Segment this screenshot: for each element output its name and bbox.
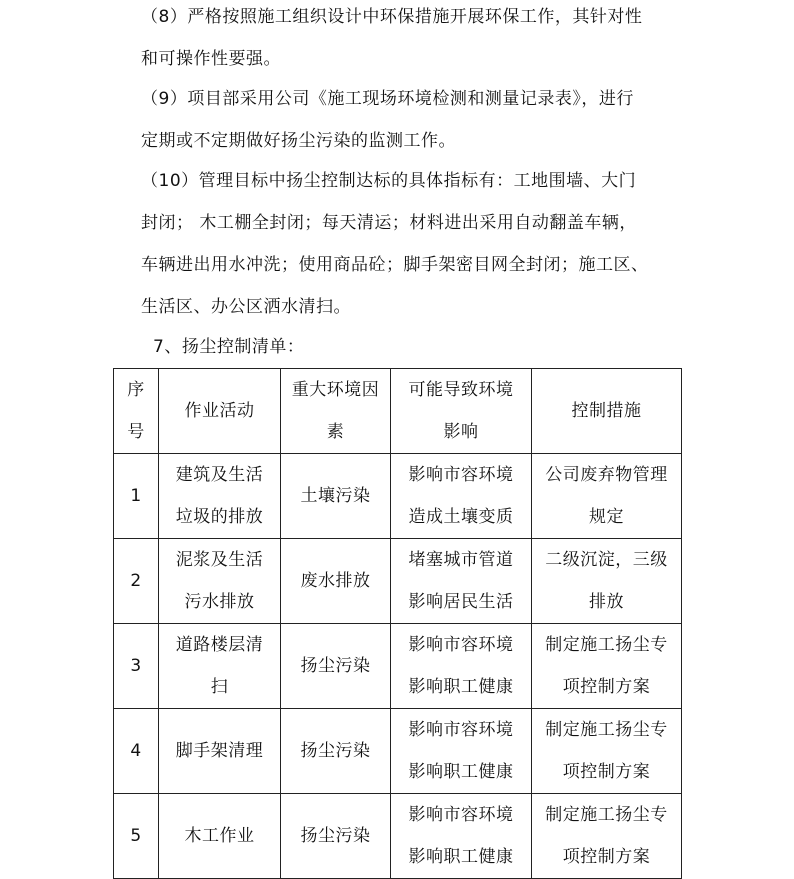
header-cell-measure: 控制措施 (532, 369, 682, 454)
table-cell: 土壤污染 (281, 454, 391, 539)
table-row (114, 539, 682, 624)
header-cell-index: 序 号 (114, 369, 159, 454)
table-cell: 5 (114, 794, 159, 879)
table-cell: 废水排放 (281, 539, 391, 624)
table-cell: 扬尘污染 (281, 794, 391, 879)
table-cell: 公司废弃物管理 规定 (532, 454, 682, 539)
table-cell: 木工作业 (159, 794, 281, 879)
table-row (114, 709, 682, 794)
table-row (114, 624, 682, 709)
paragraph-line: 生活区、办公区洒水清扫。 (141, 297, 351, 317)
table-cell: 道路楼层清 扫 (159, 624, 281, 709)
table-cell: 1 (114, 454, 159, 539)
table-row (114, 454, 682, 539)
table-cell: 制定施工扬尘专 项控制方案 (532, 709, 682, 794)
table-cell: 扬尘污染 (281, 709, 391, 794)
table-cell: 泥浆及生活 污水排放 (159, 539, 281, 624)
dust-control-table (113, 368, 682, 879)
table-cell: 建筑及生活 垃圾的排放 (159, 454, 281, 539)
table-cell: 制定施工扬尘专 项控制方案 (532, 794, 682, 879)
table-cell: 制定施工扬尘专 项控制方案 (532, 624, 682, 709)
paragraph-line: 和可操作性要强。 (141, 49, 281, 69)
table-row (114, 794, 682, 879)
header-cell-factor: 重大环境因 素 (281, 369, 391, 454)
table-cell: 扬尘污染 (281, 624, 391, 709)
paragraph-10 (141, 160, 681, 328)
paragraph-line: （8）严格按照施工组织设计中环保措施开展环保工作，其针对性 (141, 7, 643, 27)
section-heading: 7、扬尘控制清单： (153, 337, 305, 357)
paragraph-8 (141, 0, 681, 80)
paragraph-line: 车辆进出用水冲洗；使用商品砼；脚手架密目网全封闭；施工区、 (141, 255, 649, 275)
paragraph-line: 封闭； 木工棚全封闭；每天清运；材料进出采用自动翻盖车辆， (141, 213, 637, 233)
header-cell-impact: 可能导致环境 影响 (391, 369, 532, 454)
paragraph-line: 定期或不定期做好扬尘污染的监测工作。 (141, 131, 456, 151)
table-cell: 影响市容环境 影响职工健康 (391, 624, 532, 709)
table-cell: 二级沉淀，三级 排放 (532, 539, 682, 624)
header-cell-activity: 作业活动 (159, 369, 281, 454)
table-cell: 2 (114, 539, 159, 624)
table-cell: 脚手架清理 (159, 709, 281, 794)
paragraph-9 (141, 78, 681, 162)
table-cell: 影响市容环境 影响职工健康 (391, 794, 532, 879)
table-cell: 3 (114, 624, 159, 709)
table-cell: 影响市容环境 影响职工健康 (391, 709, 532, 794)
table-cell: 影响市容环境 造成土壤变质 (391, 454, 532, 539)
table-cell: 4 (114, 709, 159, 794)
table-header-row (114, 369, 682, 454)
paragraph-line: （9）项目部采用公司《施工现场环境检测和测量记录表》，进行 (141, 89, 634, 109)
paragraph-line: （10）管理目标中扬尘控制达标的具体指标有：工地围墙、大门 (141, 171, 637, 191)
table-cell: 堵塞城市管道 影响居民生活 (391, 539, 532, 624)
